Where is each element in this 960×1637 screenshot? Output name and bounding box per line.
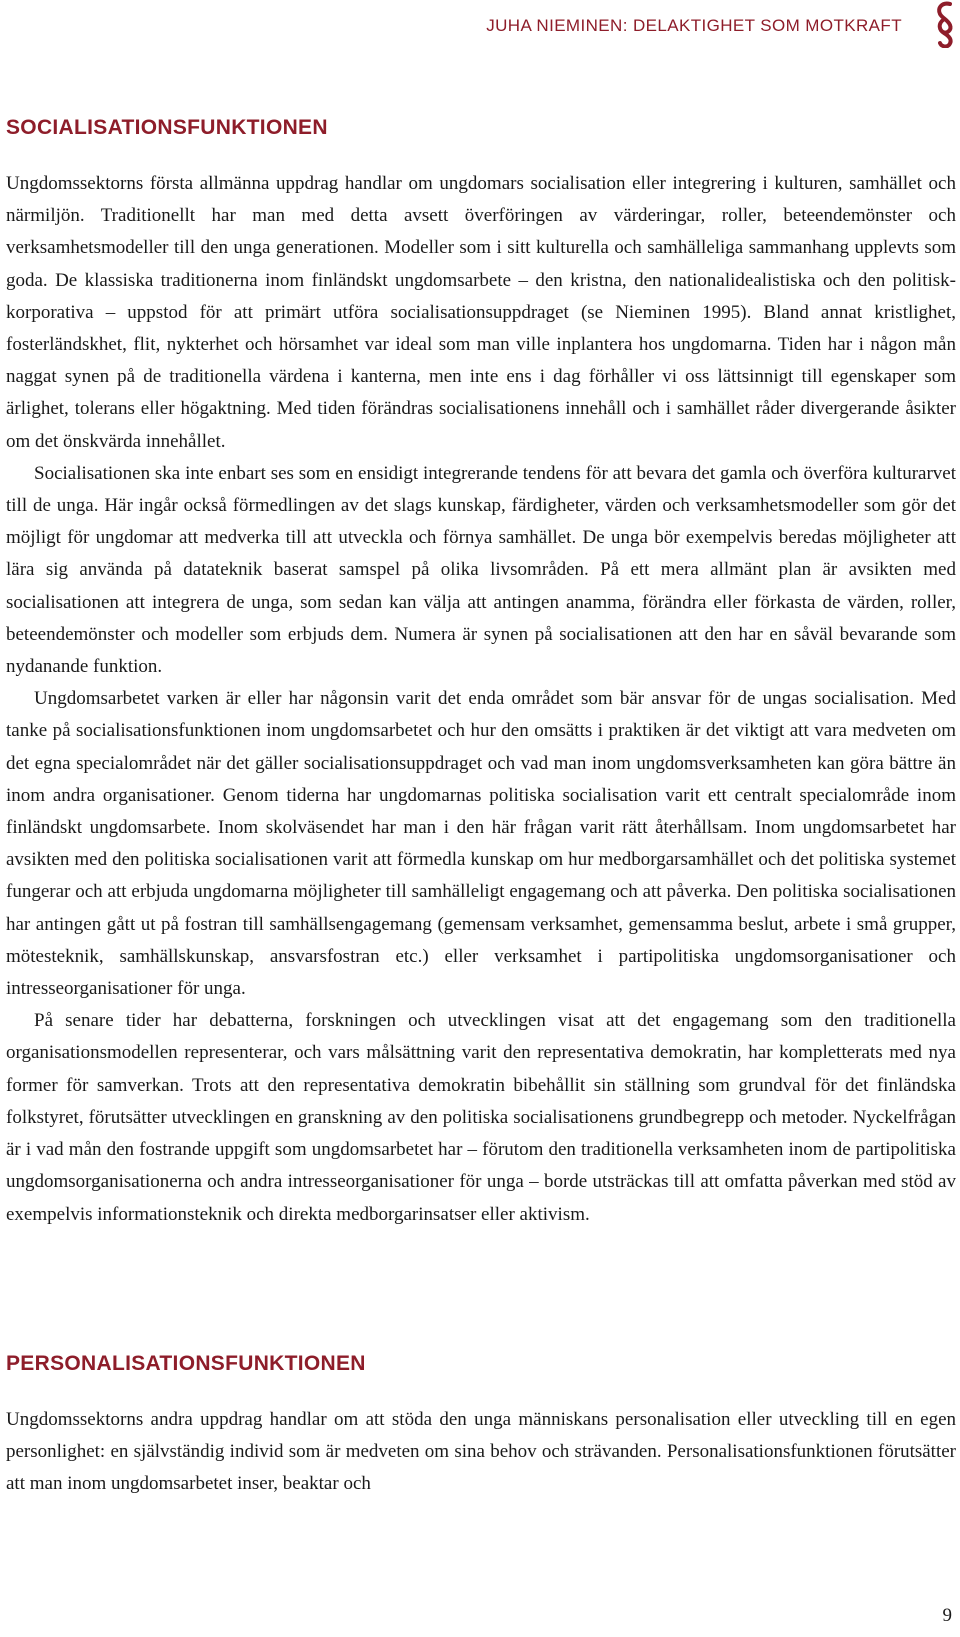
body-paragraph: Ungdomsarbetet varken är eller har någonsin varit det enda området som bär ansvar för de ungas socialisation. Med tanke på socialisationsfunktionen inom ungdomsarbetet och hur den omsätts i praktiken är det viktigt att vara medveten om det egna specialområdet när det gäller socialisationsuppdraget och vad man inom ungdomsverksamheten kan göra bättre än inom andra organisationer. Genom tiderna har ungdomarnas politiska socialisation varit ett centralt specialområde inom finländskt ungdomsarbete. Inom skolväsendet har man i den här frågan varit rätt återhållsam. Inom ungdomsarbetet har avsikten med den politiska socialisationen varit att förmedla kunskap om hur medborgarsamhället och det politiska systemet fungerar och att erbjuda ungdomarna möjligheter till samhälleligt engagemang och att påverka. Den politiska socialisationen har antingen gått ut på fostran till samhällsengagemang (gemensam verksamhet, gemensamma beslut, arbete i små grupper, mötesteknik, samhällskunskap, ansvarsfostran etc.) eller verksamhet i partipolitiska ungdomsorganisationer och intresseorganisationer för unga. xyxy=(6,688,956,1000)
section-heading-socialisation: SOCIALISATIONSFUNKTIONEN xyxy=(6,116,328,139)
body-paragraph: På senare tider har debatterna, forskningen och utvecklingen visat att det engagemang som den traditionella organisationsmodellen representerar, och vars målsättning varit den representativa demokratin, har kompletterats med nya former för samverkan. Trots att den representativa demokratin bibehållit sin ställning som grundval för det finländska folkstyret, förutsätter utvecklingen en granskning av den politiska socialisationens grundbegrepp och metoder. Nyckelfrågan är i vad mån den fostrande uppgift som ungdomsarbetet har – förutom den traditionella verksamheten inom de partipolitiska ungdomsorganisationerna och andra intresseorganisationer för unga – borde utsträckas till att omfatta påverkan med stöd av exempelvis informationsteknik och direkta medborgarinsatser eller aktivism. xyxy=(6,1010,956,1225)
page-number: 9 xyxy=(942,1605,952,1626)
section-body-socialisation xyxy=(6,168,956,1231)
body-paragraph: Ungdomssektorns andra uppdrag handlar om att stöda den unga människans personalisation eller utveckling till en egen personlighet: en självständig individ som är medveten om sina behov och strävanden. Personalisationsfunktionen förutsätter att man inom ungdomsarbetet inser, beaktar och xyxy=(6,1409,956,1495)
section-heading-personalisation: PERSONALISATIONSFUNKTIONEN xyxy=(6,1352,366,1375)
section-body-personalisation xyxy=(6,1404,956,1501)
body-paragraph: Socialisationen ska inte enbart ses som en ensidigt integrerande tendens för att bevara det gamla och överföra kulturarvet till de unga. Här ingår också förmedlingen av det slags kunskap, färdigheter, värden och verksamhetsmodeller som gör det möjligt för ungdomar att medverka till att utveckla och förnya samhället. De unga bör exempelvis beredas möjligheter att lära sig använda på datateknik baserat samspel på olika livsområden. På ett mera allmänt plan är avsikten med socialisationen att integrera de unga, som sedan kan välja att antingen anamma, förändra eller förkasta de värden, roller, beteendemönster och modeller som erbjuds dem. Numera är synen på socialisationen att den har en såväl bevarande som nydanande funktion. xyxy=(6,462,956,678)
running-title: JUHA NIEMINEN: DELAKTIGHET SOM MOTKRAFT xyxy=(486,16,902,35)
section-sign-ornament-icon xyxy=(934,0,958,48)
body-paragraph: Ungdomssektorns första allmänna uppdrag handlar om ungdomars socialisation eller integrering i kulturen, samhället och närmiljön. Traditionellt har man med detta avsett överföringen av värderingar, roller, beteendemönster och verksamhetsmodeller till den unga generationen. Modeller som i sitt kulturella och samhälleliga sammanhang upplevts som goda. De klassiska traditionerna inom finländskt ungdomsarbete – den kristna, den nationalidealistiska och den politisk-korporativa – uppstod för att primärt utföra socialisationsuppdraget (se Nieminen 1995). Bland annat kristlighet, fosterländskhet, flit, nykterhet och hörsamhet var ideal som man ville inplantera hos ungdomarna. Tiden har i någon mån naggat synen på de traditionella värdena i kanterna, men inte ens i dag förhåller vi oss lättsinnigt till egenskaper som ärlighet, tolerans eller högaktning. Med tiden förändras socialisationens innehåll och i samhället råder divergerande åsikter om det önskvärda innehållet. xyxy=(6,173,956,452)
